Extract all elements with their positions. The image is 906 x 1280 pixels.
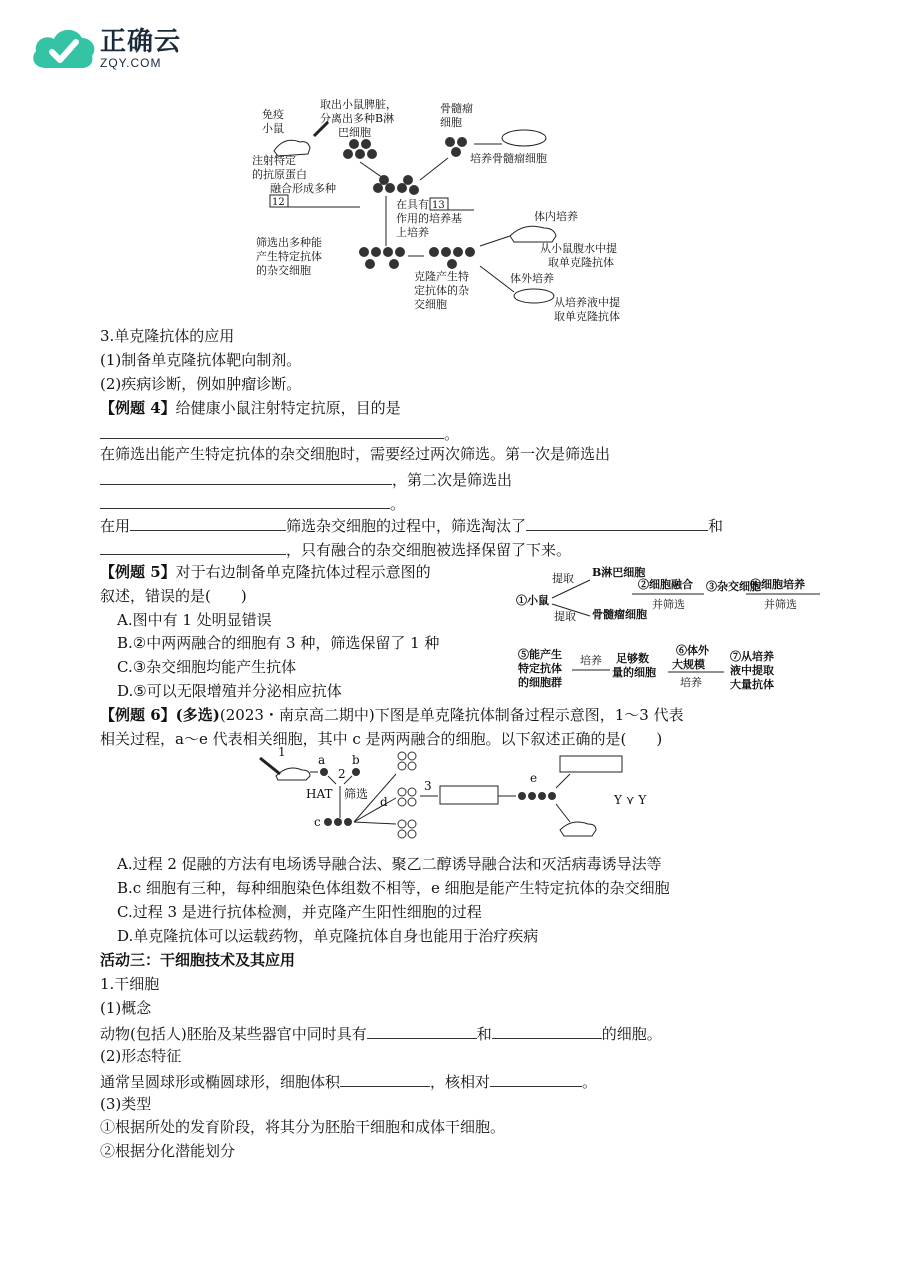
ex6-line-a [328, 776, 336, 784]
culture-dish2-icon [514, 289, 554, 303]
ex6-option-d[interactable]: D.单克隆抗体可以运载药物，单克隆抗体自身也能用于治疗疾病 [117, 927, 539, 945]
activity-c3-1: ①根据所处的发育阶段，将其分为胚胎干细胞和成体干细胞。 [100, 1118, 506, 1136]
ex4-tag: 【例题 4】 [100, 399, 176, 417]
activity-blank-2[interactable] [492, 1022, 602, 1039]
ex5-tag: 【例题 5】 [100, 563, 176, 581]
invivo-extract-2: 取单克隆抗体 [548, 256, 614, 269]
ex5-culture2: 培养 [580, 654, 602, 667]
inject-label-2: 的抗原蛋白 [252, 168, 307, 181]
ex5-mouse: ①小鼠 [516, 594, 549, 607]
activity-c1-b: 和 [476, 1025, 492, 1043]
activity-s1: 1.干细胞 [100, 975, 160, 993]
ex4-q4c: 和 [708, 517, 724, 535]
fusion-label: 融合形成多种 [270, 182, 336, 195]
ex4-end1: 。 [444, 425, 460, 443]
ex5-myeloma: 骨髓瘤细胞 [592, 608, 647, 621]
ex6-cells-c [324, 818, 352, 826]
ex6-option-a[interactable]: A.过程 2 促融的方法有电场诱导融合法、聚乙二醇诱导融合法和灭活病毒诱导法等 [117, 855, 662, 873]
ex5-culture: ④细胞培养 [750, 578, 805, 591]
ex6-cells-e [518, 792, 556, 800]
ex4-q1 [100, 398, 401, 418]
ex5-s7-2: 液中提取 [730, 664, 774, 677]
ex4-blank1-line [100, 422, 459, 444]
ex4-blank-6[interactable] [100, 538, 286, 555]
invitro-extract-2: 取单克隆抗体 [554, 310, 620, 323]
ex5-screen2: 并筛选 [764, 598, 797, 611]
inject-label-1: 注射特定 [252, 154, 296, 167]
ex6-flask2-icon [560, 756, 622, 772]
figure-ex5-flow [512, 562, 824, 698]
ex4-q3-text: ，第二次是筛选出 [392, 471, 513, 489]
blank13-number: 13 [432, 200, 445, 211]
ex6-cell-a [320, 768, 328, 776]
activity-c1: (1)概念 [100, 999, 152, 1017]
ex6-mouse-icon [276, 768, 310, 780]
ex6-b: b [352, 753, 360, 767]
ex5-s5-2: 特定抗体 [518, 662, 562, 675]
ex5-option-a[interactable]: A.图中有 1 处明显错误 [117, 611, 272, 629]
screen-label-3: 的杂交细胞 [256, 264, 311, 277]
culture-myeloma-label: 培养骨髓瘤细胞 [470, 152, 547, 165]
ex6-screen: 筛选 [344, 787, 369, 801]
logo-text [100, 26, 181, 70]
logo-english: ZQY.COM [100, 56, 162, 70]
mouse2-icon [510, 226, 556, 242]
activity-blank-4[interactable] [490, 1070, 582, 1087]
medium-label-1: 在具有 [396, 198, 429, 211]
activity-c3-2: ②根据分化潜能划分 [100, 1142, 236, 1160]
activity-c1-line [100, 1022, 662, 1044]
ex6-c: c [314, 815, 321, 829]
culture-dish-icon [502, 130, 546, 146]
clone-cells [429, 247, 475, 269]
invitro-label: 体外培养 [510, 272, 554, 285]
logo-chinese: 正确云 [100, 26, 182, 56]
activity-c2-c: 。 [582, 1073, 598, 1091]
ex4-end3: 。 [390, 495, 406, 513]
ex5-culture3: 培养 [680, 676, 702, 689]
activity-c2: (2)形态特征 [100, 1047, 182, 1065]
section-item-1: (1)制备单克隆抗体靶向制剂。 [100, 351, 302, 369]
ex5-s5-3: 的细胞群 [518, 676, 562, 689]
screen-label-1: 筛选出多种能 [256, 236, 322, 249]
fused-cells [373, 175, 419, 195]
ex6-e: e [530, 771, 538, 785]
ex4-blank-5[interactable] [526, 514, 708, 531]
ex4-blank-1[interactable] [100, 422, 444, 439]
ex5-hybrid: ③杂交细胞 [706, 580, 761, 593]
ex5-extract-2: 提取 [554, 610, 576, 623]
ex5-s7-1: ⑦从培养 [730, 650, 774, 663]
ex5-s6-1: ⑥体外 [676, 644, 709, 657]
ex6-multi: (多选) [175, 706, 220, 724]
ex6-n1: 1 [278, 745, 286, 759]
screened-cells [359, 247, 405, 269]
ex6-option-c[interactable]: C.过程 3 是进行抗体检测，并克隆产生阳性细胞的过程 [117, 903, 482, 921]
ex6-arrow-flask2 [556, 774, 570, 788]
clone-label-1: 克隆产生特 [414, 270, 469, 283]
section-title: 3.单克隆抗体的应用 [100, 327, 235, 345]
myeloma-label-2: 细胞 [440, 116, 462, 129]
ex6-d: d [380, 795, 388, 809]
arrow-to-invivo [480, 236, 510, 246]
activity-blank-3[interactable] [340, 1070, 430, 1087]
section-item-2: (2)疾病诊断，例如肿瘤诊断。 [100, 375, 302, 393]
ex5-option-d[interactable]: D.⑤可以无限增殖并分泌相应抗体 [117, 682, 342, 700]
ex6-syringe-icon [260, 758, 280, 774]
ex6-q2: 相关过程，a～e 代表相关细胞，其中 c 是两两融合的细胞。以下叙述正确的是( ) [100, 730, 663, 748]
activity-c1-a: 动物(包括人)胚胎及某些器官中同时具有 [100, 1025, 367, 1043]
ex5-q1 [100, 562, 431, 582]
medium-label-3: 上培养 [396, 226, 429, 239]
clone-label-3: 交细胞 [414, 298, 447, 311]
myeloma-label-1: 骨髓瘤 [440, 102, 473, 115]
activity-c2-line [100, 1070, 597, 1092]
ex5-option-b[interactable]: B.②中两两融合的细胞有 3 种，筛选保留了 1 种 [117, 634, 440, 652]
ex4-q1-text: 给健康小鼠注射特定抗原，目的是 [175, 399, 401, 417]
ex4-q5-text: ，只有融合的杂交细胞被选择保留了下来。 [286, 541, 572, 559]
ex6-antibody-icon: Y ⋎ Y [614, 793, 647, 807]
mouse-label-1: 免疫 [262, 108, 284, 121]
activity-title: 活动三：干细胞技术及其应用 [100, 951, 296, 969]
screen-label-2: 产生特定抗体 [256, 250, 322, 263]
ex4-blank-4[interactable] [130, 514, 286, 531]
ex4-blank-3[interactable] [100, 492, 390, 509]
invitro-extract-1: 从培养液中提 [554, 296, 620, 309]
ex5-s7-3: 大量抗体 [730, 678, 774, 691]
ex5-q1-text: 对于右边制备单克隆抗体过程示意图的 [175, 563, 431, 581]
ex4-q4 [100, 514, 723, 536]
cloud-check-icon [28, 22, 98, 74]
ex6-q1-text: (2023・南京高二期中)下图是单克隆抗体制备过程示意图，1～3 代表 [219, 706, 684, 724]
ex6-hat: HAT [306, 787, 333, 801]
ex5-option-c[interactable]: C.③杂交细胞均能产生抗体 [117, 658, 297, 676]
ex5-q2: 叙述，错误的是( ) [100, 587, 247, 605]
activity-c3: (3)类型 [100, 1095, 152, 1113]
myeloma-cells [445, 137, 467, 157]
invivo-label: 体内培养 [534, 210, 578, 223]
ex6-mouse2-icon [560, 822, 596, 836]
ex5-enough-2: 量的细胞 [612, 666, 656, 679]
clone-label-2: 定抗体的杂 [414, 284, 469, 297]
activity-c2-b: ，核相对 [430, 1073, 491, 1091]
b-cells-group [343, 139, 377, 159]
ex6-branch-2 [354, 798, 396, 822]
spleen-label-3: 巴细胞 [338, 126, 371, 139]
ex6-tag: 【例题 6】 [100, 706, 176, 724]
blank12-number: 12 [272, 197, 285, 208]
ex5-enough-1: 足够数 [616, 652, 649, 665]
ex6-cell-b [352, 768, 360, 776]
ex6-a: a [318, 753, 326, 767]
ex6-option-b[interactable]: B.c 细胞有三种，每种细胞染色体组数不相等，e 细胞是能产生特定抗体的杂交细胞 [117, 879, 670, 897]
ex6-arrow-mouse2 [556, 804, 570, 822]
ex5-fusion: ②细胞融合 [638, 578, 693, 591]
spleen-label-2: 分离出多种B淋 [320, 112, 395, 125]
invivo-extract-1: 从小鼠腹水中提 [540, 242, 617, 255]
ex4-q5 [100, 538, 571, 560]
ex5-bcell: B淋巴细胞 [592, 566, 646, 579]
ex4-q2: 在筛选出能产生特定抗体的杂交细胞时，需要经过两次筛选。第一次是筛选出 [100, 445, 611, 463]
arrow-to-invitro [480, 266, 514, 292]
ex5-extract-1: 提取 [552, 572, 574, 585]
mouse-label-2: 小鼠 [262, 122, 284, 135]
ex6-flask-icon [440, 786, 498, 804]
ex6-q1 [100, 705, 684, 725]
ex4-blank3-line [100, 492, 405, 514]
figure-ex6 [252, 744, 652, 852]
ex4-q4a: 在用 [100, 517, 131, 535]
ex4-q4b: 筛选杂交细胞的过程中，筛选淘汰了 [286, 517, 527, 535]
ex4-blank-2[interactable] [100, 468, 392, 485]
activity-blank-1[interactable] [367, 1022, 477, 1039]
arrow-m-to-fusion [420, 158, 448, 180]
medium-label-2: 作用的培养基 [396, 212, 462, 225]
ex5-s6-2: 大规模 [672, 658, 705, 671]
ex5-screen: 并筛选 [652, 598, 685, 611]
figure-mab-process [248, 96, 668, 324]
ex6-n2: 2 [338, 767, 346, 781]
ex5-s5-1: ⑤能产生 [518, 648, 562, 661]
spleen-label-1: 取出小鼠脾脏， [320, 98, 397, 111]
ex6-cells-d [398, 752, 416, 838]
activity-c1-c: 的细胞。 [601, 1025, 662, 1043]
ex4-q3-line [100, 468, 512, 490]
ex6-branch-3 [354, 822, 396, 824]
activity-c2-a: 通常呈圆球形或椭圆球形，细胞体积 [100, 1073, 341, 1091]
ex6-n3: 3 [424, 779, 432, 793]
